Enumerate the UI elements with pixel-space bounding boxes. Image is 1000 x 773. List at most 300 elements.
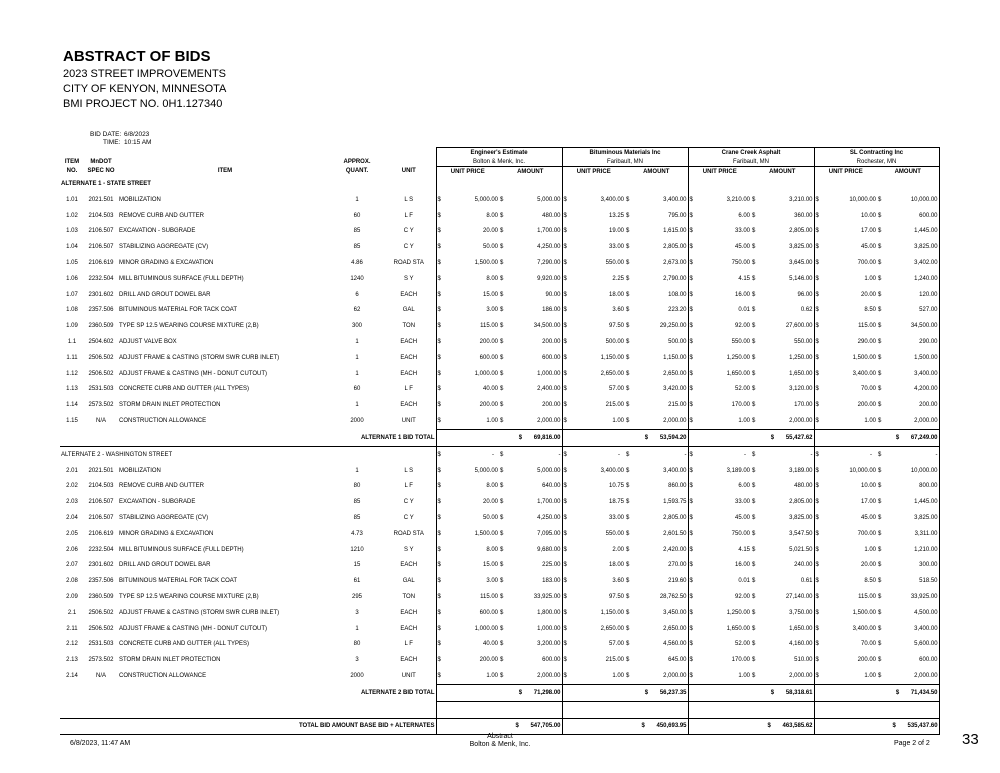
amount: $ 3,120.00 [752,386,813,393]
col-unit-price: UNIT PRICE [814,167,877,177]
table-row [60,558,939,574]
table-row [60,463,939,479]
dollar-sign: $ [815,483,819,490]
unit-price: $ 4.15 [688,542,751,558]
unit: GAL [402,307,415,314]
blank-price: $ - [688,446,751,463]
dollar-sign: $ [626,609,630,616]
grand-total-section [60,701,939,735]
dollar-sign: $ [500,291,504,298]
dollar-sign: $ [500,530,504,537]
spec-number: 2573.502 [88,657,114,664]
dollar-sign: $ [752,562,756,569]
unit-price: $ 45.00 [688,510,751,526]
table-row [60,303,939,319]
amount: $ 90.00 [500,291,561,298]
city-name: CITY OF KENYON, MINNESOTA [63,83,227,95]
unit-price: $ 0.01 [688,573,751,589]
amount: $ 300.00 [877,558,939,574]
unit-price: $ 200.00 [436,397,499,413]
alternate-2-section [60,446,939,684]
unit: ROAD STA [393,530,424,537]
dollar-sign: $ [500,641,504,648]
unit-price: $ 1,000.00 [436,366,499,382]
total-amount: $ 71,434.50 [877,684,939,701]
dollar-sign: $ [752,483,756,490]
dollar-sign: $ [437,354,441,361]
amount: $ 200.00 [877,397,939,413]
unit-price: $ 16.00 [688,558,751,574]
dollar-sign: $ [815,228,819,235]
spec-number: 2360.509 [88,323,114,330]
unit-price: $ 115.00 [436,589,499,605]
unit-price: $ 600.00 [436,605,499,621]
dollar-sign: $ [752,673,756,679]
table-row [60,192,939,208]
unit-price: $ 1.00 [562,668,625,684]
unit-price: $ 200.00 [814,652,877,668]
dollar-sign: $ [689,641,693,648]
unit-price: $ 2.25 [562,271,625,287]
dollar-sign: $ [878,212,882,219]
dollar-sign: $ [689,291,693,298]
col-amount: AMOUNT [625,167,688,177]
dollar-sign: $ [626,641,630,648]
amount: $ 170.00 [752,402,813,409]
amount: $ 795.00 [626,212,687,219]
amount: $ 1,240.00 [877,271,939,287]
dollar-sign: $ [500,673,504,679]
spec-number: 2573.502 [88,402,114,409]
blank-amount: $ - [625,446,688,463]
dollar-sign: $ [626,594,630,601]
dollar-sign: $ [626,467,630,474]
unit-price: $ 19.00 [562,224,625,240]
unit-price: $ 700.00 [814,255,877,271]
dollar-sign: $ [752,196,756,203]
bid-table [60,147,940,735]
dollar-sign: $ [815,212,819,219]
amount: $ 3,825.00 [877,239,939,255]
item-description: MILL BITUMINOUS SURFACE (FULL DEPTH) [119,546,244,553]
dollar-sign: $ [437,562,441,569]
unit-price: $ 18.00 [562,287,625,303]
unit: L F [404,212,413,219]
item-number: 2.07 [66,562,78,569]
table-row [60,542,939,558]
amount: $ 3,210.00 [752,196,813,203]
spec-number: 2106.507 [88,499,114,506]
amount: $ 200.00 [500,402,561,409]
unit: EACH [400,562,418,569]
quantity: 60 [353,212,361,219]
dollar-sign: $ [437,594,441,601]
amount: $ 600.00 [877,208,939,224]
dollar-sign: $ [815,196,819,203]
amount: $ 219.60 [626,578,687,585]
dollar-sign: $ [563,546,567,553]
amount: $ 28,762.50 [626,594,687,601]
dollar-sign: $ [689,499,693,506]
unit-price: $ 1.00 [436,668,499,684]
item-number: 1.08 [66,307,78,314]
dollar-sign: $ [689,323,693,330]
dollar-sign: $ [563,499,567,506]
dollar-sign: $ [500,418,504,425]
dollar-sign: $ [563,641,567,648]
dollar-sign: $ [563,212,567,219]
blank-amount: $ - [751,446,814,463]
dollar-sign: $ [752,244,756,251]
unit-price: $ 10.00 [814,208,877,224]
unit-price: $ 1,500.00 [814,350,877,366]
grand-total-amount: $ 535,437.60 [877,718,939,735]
table-row [60,239,939,255]
amount: $ 290.00 [877,334,939,350]
dollar-sign: $ [500,370,504,377]
dollar-sign: $ [626,673,630,679]
unit-price: $ 10,000.00 [814,192,877,208]
table-row [60,224,939,240]
table-row [60,510,939,526]
dollar-sign: $ [752,386,756,393]
dollar-sign: $ [752,307,756,314]
unit: C Y [403,499,414,506]
amount: $ 4,200.00 [877,382,939,398]
table-row [60,668,939,684]
dollar-sign: $ [500,275,504,282]
dollar-sign: $ [500,578,504,585]
item-number: 2.09 [66,594,78,601]
unit-price: $ 40.00 [436,637,499,653]
dollar-sign: $ [626,657,630,664]
unit-price: $ 3,210.00 [688,192,751,208]
amount: $ 645.00 [626,657,687,664]
spec-number: 2504.602 [88,339,114,346]
amount: $ 10,000.00 [877,463,939,479]
dollar-sign: $ [563,275,567,282]
dollar-sign: $ [878,323,882,330]
dollar-sign: $ [752,546,756,553]
amount: $ 9,920.00 [500,275,561,282]
amount: $ 4,250.00 [500,515,561,522]
quantity: 2000 [350,673,364,680]
col-item: ITEM [217,168,233,175]
amount: $ 640.00 [500,483,561,490]
dollar-sign: $ [752,228,756,235]
dollar-sign: $ [437,418,441,425]
grand-total-label: TOTAL BID AMOUNT BASE BID + ALTERNATES [60,718,436,735]
dollar-sign: $ [878,657,882,664]
unit: UNIT [401,673,416,680]
unit: C Y [403,228,414,235]
item-description: MINOR GRADING & EXCAVATION [119,260,214,267]
dollar-sign: $ [500,657,504,664]
dollar-sign: $ [437,625,441,632]
unit-price: $ 8.00 [436,271,499,287]
dollar-sign: $ [626,546,630,553]
unit-price: $ 13.25 [562,208,625,224]
dollar-sign: $ [878,196,882,203]
table-row [60,255,939,271]
unit-price: $ 2,650.00 [562,366,625,382]
amount: $ 1,150.00 [626,354,687,361]
unit-price: $ 70.00 [814,637,877,653]
unit-price: $ 3,400.00 [814,621,877,637]
amount: $ 480.00 [500,212,561,219]
dollar-sign: $ [815,307,819,314]
amount: $ 4,250.00 [500,244,561,251]
unit-price: $ 45.00 [688,239,751,255]
dollar-sign: $ [500,307,504,314]
item-number: 1.04 [66,244,78,251]
unit: L F [404,386,413,393]
dollar-sign: $ [437,212,441,219]
dollar-sign: $ [500,196,504,203]
unit-price: $ 600.00 [436,350,499,366]
spec-number: 2104.503 [88,212,114,219]
grand-total-amount: $ 450,693.95 [625,718,688,735]
dollar-sign: $ [878,546,882,553]
spec-number: 2506.502 [88,354,114,361]
dollar-sign: $ [689,386,693,393]
amount: $ 225.00 [500,562,561,569]
amount: $ 1,445.00 [877,224,939,240]
item-description: EXCAVATION - SUBGRADE [119,499,196,506]
dollar-sign: $ [500,562,504,569]
dollar-sign: $ [500,228,504,235]
footer-page: Page 2 of 2 [894,740,930,747]
item-description: MINOR GRADING & EXCAVATION [119,530,214,537]
item-description: STABILIZING AGGREGATE (CV) [119,515,209,522]
unit-price: $ 3,400.00 [814,366,877,382]
col-spec-bottom: SPEC NO [87,168,115,175]
unit: EACH [400,339,418,346]
amount: $ 527.00 [877,303,939,319]
dollar-sign: $ [752,402,756,409]
dollar-sign: $ [563,370,567,377]
quantity: 62 [353,307,361,314]
quantity: 1 [355,625,359,632]
item-description: REMOVE CURB AND GUTTER [119,212,205,219]
unit-price: $ 3.60 [562,573,625,589]
unit-price: $ 20.00 [436,494,499,510]
amount: $ 550.00 [752,339,813,346]
dollar-sign: $ [437,244,441,251]
quantity: 6 [355,291,359,298]
dollar-sign: $ [689,212,693,219]
unit-price: $ 5,000.00 [436,463,499,479]
dollar-sign: $ [500,354,504,361]
dollar-sign: $ [500,467,504,474]
table-row [60,318,939,334]
unit-price: $ 550.00 [688,334,751,350]
dollar-sign: $ [626,402,630,409]
unit-price: $ 8.50 [814,573,877,589]
dollar-sign: $ [689,483,693,490]
dollar-sign: $ [689,244,693,251]
unit-price: $ 115.00 [814,318,877,334]
unit-price: $ 1,250.00 [688,605,751,621]
quantity: 1 [355,402,359,409]
item-number: 1.11 [66,354,78,361]
col-spec-top: MnDOT [90,158,112,165]
unit-price: $ 1,250.00 [688,350,751,366]
table-row [60,589,939,605]
amount: $ 510.00 [752,657,813,664]
table-row [60,413,939,429]
dollar-sign: $ [500,339,504,346]
bidder-name-row [60,148,939,158]
dollar-sign: $ [563,402,567,409]
unit-price: $ 17.00 [814,494,877,510]
table-row [60,271,939,287]
amount: $ 10,000.00 [877,192,939,208]
table-row [60,621,939,637]
dollar-sign: $ [689,609,693,616]
quantity: 80 [353,641,361,648]
quantity: 295 [351,594,362,601]
spec-number: N/A [95,418,106,425]
dollar-sign: $ [563,323,567,330]
dollar-sign: $ [752,515,756,522]
dollar-sign: $ [689,530,693,537]
unit: EACH [400,354,418,361]
dollar-sign: $ [878,402,882,409]
dollar-sign: $ [500,260,504,267]
item-description: MOBILIZATION [119,467,161,474]
unit-price: $ 10.00 [814,479,877,495]
dollar-sign: $ [563,562,567,569]
alternate-1-section [60,176,939,429]
item-number: 2.14 [66,673,78,680]
dollar-sign: $ [878,228,882,235]
dollar-sign: $ [437,499,441,506]
quantity: 1 [355,370,359,377]
dollar-sign: $ [437,275,441,282]
table-row [60,526,939,542]
dollar-sign: $ [563,228,567,235]
unit-price: $ 33.00 [562,239,625,255]
amount: $ 600.00 [500,354,561,361]
dollar-sign: $ [878,562,882,569]
unit-price: $ 6.00 [688,479,751,495]
dollar-sign: $ [626,323,630,330]
amount: $ 183.00 [500,578,561,585]
dollar-sign: $ [815,354,819,361]
total-amount: $ 71,298.00 [499,684,562,701]
dollar-sign: $ [626,562,630,569]
dollar-sign: $ [815,673,819,679]
col-unit: UNIT [401,168,416,175]
dollar-sign: $ [437,402,441,409]
quantity: 85 [353,244,361,251]
unit: EACH [400,402,418,409]
unit-price: $ 4.15 [688,271,751,287]
amount: $ 33,925.00 [877,589,939,605]
amount: $ 3,189.00 [752,467,813,474]
item-description: CONSTRUCTION ALLOWANCE [119,418,207,425]
unit-price: $ 1,500.00 [436,255,499,271]
item-number: 1.12 [66,370,78,377]
amount: $ 120.00 [877,287,939,303]
alternate-2-total-row [60,684,939,701]
unit-price: $ 97.50 [562,318,625,334]
unit-price: $ 20.00 [436,224,499,240]
unit-price: $ 200.00 [814,397,877,413]
amount: $ 3,645.00 [752,260,813,267]
quantity: 85 [353,228,361,235]
unit-price: $ 215.00 [562,397,625,413]
item-number: 1.15 [66,418,78,425]
quantity: 61 [353,578,361,585]
unit-price: $ 52.00 [688,637,751,653]
unit-price: $ 20.00 [814,287,877,303]
unit: L S [404,196,414,203]
unit-price: $ 1,150.00 [562,350,625,366]
quantity: 1210 [350,546,364,553]
unit-price: $ 70.00 [814,382,877,398]
dollar-sign: $ [689,275,693,282]
dollar-sign: $ [437,515,441,522]
col-unit-price: UNIT PRICE [688,167,751,177]
unit-price: $ 45.00 [814,239,877,255]
item-number: 1.13 [66,386,78,393]
spec-number: 2021.501 [88,467,114,474]
dollar-sign: $ [878,673,882,679]
dollar-sign: $ [689,578,693,585]
unit-price: $ 8.00 [436,542,499,558]
unit-price: $ 550.00 [562,526,625,542]
unit: EACH [400,609,418,616]
bidder-name: Bituminous Materials Inc [562,148,688,158]
item-description: ADJUST VALVE BOX [119,339,177,346]
unit-price: $ 1.00 [688,668,751,684]
amount: $ 2,805.00 [752,228,813,235]
amount: $ 1,000.00 [500,625,561,632]
unit-price: $ 750.00 [688,526,751,542]
unit-price: $ 18.75 [562,494,625,510]
total-amount: $ 56,237.35 [625,684,688,701]
amount: $ 0.62 [752,307,813,314]
quantity: 4.86 [351,260,363,267]
spec-number: 2301.602 [88,291,114,298]
col-item-no-top: ITEM [64,158,80,165]
bidder-location: Bolton & Menk, Inc. [436,157,562,167]
unit-price: $ 97.50 [562,589,625,605]
item-description: REMOVE CURB AND GUTTER [119,483,205,490]
amount: $ 1,593.75 [626,499,687,506]
dollar-sign: $ [815,641,819,648]
dollar-sign: $ [500,483,504,490]
dollar-sign: $ [689,339,693,346]
bidder-location: Faribault, MN [688,157,814,167]
amount: $ 7,095.00 [500,530,561,537]
spec-number: 2360.509 [88,594,114,601]
table-row [60,479,939,495]
dollar-sign: $ [626,515,630,522]
amount: $ 860.00 [626,483,687,490]
unit-price: $ 1,150.00 [562,605,625,621]
amount: $ 2,400.00 [500,386,561,393]
dollar-sign: $ [752,260,756,267]
quantity: 4.73 [351,530,363,537]
col-amount: AMOUNT [751,167,814,177]
dollar-sign: $ [626,212,630,219]
unit-price: $ 10.75 [562,479,625,495]
amount: $ 1,800.00 [500,609,561,616]
col-item-no-bottom: NO. [66,168,78,175]
